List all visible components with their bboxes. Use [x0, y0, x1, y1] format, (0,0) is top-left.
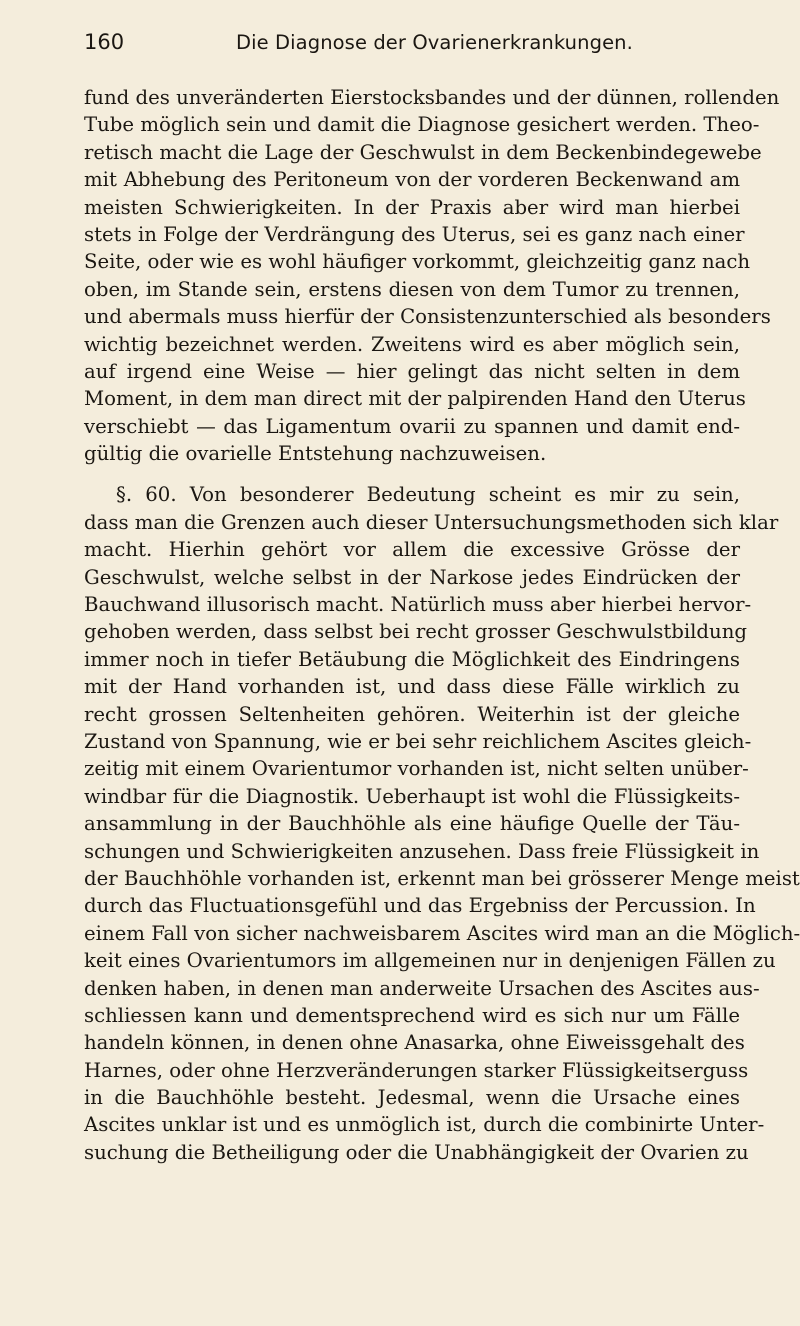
text-line: gehoben werden, dass selbst bei recht grosser Geschwulstbildung [84, 620, 748, 644]
text-line: Harnes, oder ohne Herzveränderungen starker Flüssigkeitserguss [84, 1058, 749, 1082]
text-line: §. 60. Von besonderer Bedeutung scheint es mir zu sein, [116, 483, 740, 507]
text-line: windbar für die Diagnostik. Ueberhaupt ist wohl die Flüssigkeits- [84, 784, 740, 808]
text-line: suchung die Betheiligung oder die Unabhängigkeit der Ovarien zu [84, 1140, 749, 1164]
text-line: stets in Folge der Verdrängung des Uterus, sei es ganz nach einer [84, 222, 745, 246]
text-line: handeln können, in denen ohne Anasarka, ohne Eiweissgehalt des [84, 1031, 745, 1055]
text-line: in die Bauchhöhle besteht. Jedesmal, wenn die Ursache eines [84, 1086, 740, 1110]
text-line: retisch macht die Lage der Geschwulst in dem Beckenbindegewebe [84, 140, 762, 164]
running-title: Die Diagnose der Ovarienerkrankungen. [236, 31, 633, 54]
paragraph-section-60 [84, 481, 800, 1166]
paragraph-gap [84, 467, 740, 481]
text-line: zeitig mit einem Ovarientumor vorhanden ist, nicht selten unüber- [84, 757, 749, 781]
text-line: oben, im Stande sein, erstens diesen von dem Tumor zu trennen, [84, 277, 740, 301]
text-line: Bauchwand illusorisch macht. Natürlich muss aber hierbei hervor- [84, 593, 752, 617]
text-line: schungen und Schwierigkeiten anzusehen. Dass freie Flüssigkeit in [84, 839, 760, 863]
text-line: keit eines Ovarientumors im allgemeinen nur in denjenigen Fällen zu [84, 949, 776, 973]
text-line: durch das Fluctuationsgefühl und das Ergebniss der Percussion. In [84, 894, 756, 918]
body-text [84, 84, 800, 1166]
paragraph-continued [84, 84, 780, 467]
text-line: fund des unveränderten Eierstocksbandes und der dünnen, rollenden [84, 86, 780, 109]
text-line: mit Abhebung des Peritoneum von der vorderen Beckenwand am [84, 168, 740, 192]
page-number: 160 [84, 30, 125, 54]
text-line: macht. Hierhin gehört vor allem die excessive Grösse der [84, 538, 740, 562]
text-line: dass man die Grenzen auch dieser Untersuchungsmethoden sich klar [84, 510, 779, 534]
text-line: einem Fall von sicher nachweisbarem Ascites wird man an die Möglich- [84, 921, 800, 945]
text-line: schliessen kann und dementsprechend wird es sich nur um Fälle [84, 1003, 740, 1027]
text-line: und abermals muss hierfür der Consistenzunterschied als besonders [84, 305, 771, 329]
text-line: gültig die ovarielle Entstehung nachzuweisen. [84, 442, 547, 466]
text-line: der Bauchhöhle vorhanden ist, erkennt man bei grösserer Menge meist [84, 866, 800, 890]
text-line: Zustand von Spannung, wie er bei sehr reichlichem Ascites gleich- [84, 729, 752, 753]
text-line: verschiebt — das Ligamentum ovarii zu spannen und damit end- [84, 414, 740, 438]
text-line: Tube möglich sein und damit die Diagnose gesichert werden. Theo- [84, 113, 760, 137]
text-line: auf irgend eine Weise — hier gelingt das nicht selten in dem [84, 359, 740, 383]
text-line: Moment, in dem man direct mit der palpirenden Hand den Uterus [84, 387, 746, 411]
text-line: Geschwulst, welche selbst in der Narkose jedes Eindrücken der [84, 565, 740, 589]
text-line: recht grossen Seltenheiten gehören. Weiterhin ist der gleiche [84, 702, 740, 726]
text-line: wichtig bezeichnet werden. Zweitens wird es aber möglich sein, [84, 332, 740, 356]
text-line: mit der Hand vorhanden ist, und dass diese Fälle wirklich zu [84, 675, 740, 699]
text-line: denken haben, in denen man anderweite Ursachen des Ascites aus- [84, 976, 760, 1000]
text-line: immer noch in tiefer Betäubung die Möglichkeit des Eindringens [84, 647, 740, 671]
text-line: Ascites unklar ist und es unmöglich ist, durch die combinirte Unter- [84, 1113, 765, 1137]
running-head [84, 30, 740, 61]
text-line: ansammlung in der Bauchhöhle als eine häufige Quelle der Täu- [84, 812, 740, 836]
text-line: meisten Schwierigkeiten. In der Praxis aber wird man hierbei [84, 195, 740, 219]
text-line: Seite, oder wie es wohl häufiger vorkommt, gleichzeitig ganz nach [84, 250, 751, 274]
